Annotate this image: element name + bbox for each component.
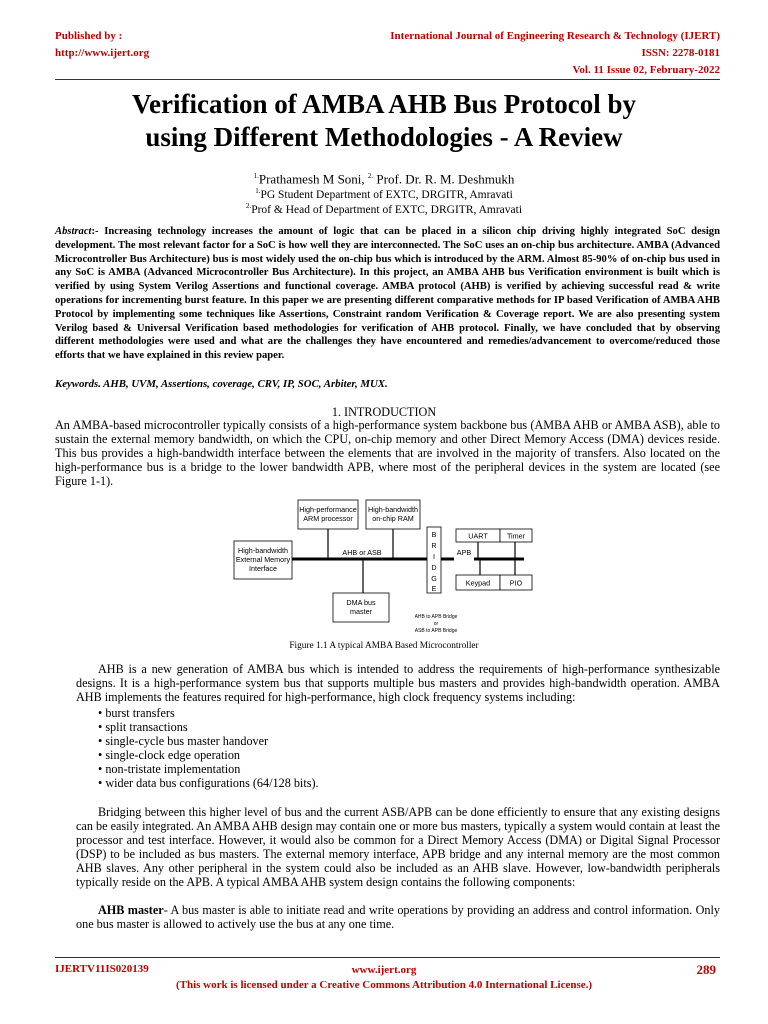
- ram-label-1: High-bandwidth: [368, 505, 418, 514]
- bridge-letter-e: E: [431, 584, 437, 593]
- header-left: [55, 28, 149, 62]
- footer-center: [0, 963, 768, 993]
- author1-marker: 1.: [253, 172, 259, 180]
- ram-label-2: on-chip RAM: [372, 514, 414, 523]
- page-number: 289: [696, 962, 716, 977]
- bridge-note-2: or: [433, 621, 439, 627]
- author-1: Prathamesh M Soni,: [258, 171, 365, 187]
- list-item: • non-tristate implementation: [98, 761, 241, 776]
- list-item: • wider data bus configurations (64/128 bits).: [98, 775, 319, 790]
- license-notice: (This work is licensed under a Creative Commons Attribution 4.0 International License.): [175, 979, 593, 991]
- figure-amba-diagram: [232, 497, 538, 639]
- abstract-separator: :-: [91, 226, 99, 237]
- paragraph-bridging: [76, 806, 720, 889]
- keypad-label: Keypad: [465, 578, 491, 588]
- apb-label: APB: [456, 548, 472, 557]
- title-line-1: Verification of AMBA AHB Bus Protocol by: [131, 89, 636, 119]
- pio-label: PIO: [509, 578, 523, 588]
- volume-issue: Vol. 11 Issue 02, February-2022: [572, 64, 720, 76]
- list-item: • single-cycle bus master handover: [98, 733, 269, 748]
- paragraph-ahb-overview-text: AHB is a new generation of AMBA bus which is intended to address the requirements of high-performance synthesizable designs. It is a high-performance system bus that supports multiple bus masters and provides high-bandwidth operation. AMBA AHB implements the features required for high-performance, high clock frequency systems including:: [76, 662, 720, 704]
- abstract-label: Abstract: [55, 226, 92, 237]
- feature-list: [98, 707, 319, 790]
- author-2: Prof. Dr. R. M. Deshmukh: [376, 171, 515, 187]
- paper-id: IJERTV11IS020139: [55, 963, 149, 975]
- paragraph-ahb-overview: [76, 663, 720, 705]
- footer-website-link[interactable]: www.ijert.org: [351, 964, 417, 976]
- cpu-label-2: ARM processor: [303, 514, 353, 523]
- affiliation-1-marker: 1.: [255, 187, 261, 195]
- intro-paragraph: An AMBA-based microcontroller typically consists of a high-performance system backbone bus (AMBA AHB or AMBA ASB), able to sustain the external memory bandwidth, on which the CPU, on-chip memory and other Direct Memory Access (DMA) devices reside. This bus provides a high-bandwidth interface between the elements that are involved in the majority of transfers. Also located on the high-performance bus is a bridge to the lower bandwidth APB, where most of the peripheral devices in the system are located (see Figure 1-1).: [55, 418, 720, 488]
- keywords: Keywords. AHB, UVM, Assertions, coverage, CRV, IP, SOC, Arbiter, MUX.: [55, 378, 388, 390]
- bridge-letter-i: I: [433, 552, 435, 561]
- list-item: • burst transfers: [98, 706, 175, 720]
- bus-label: AHB or ASB: [342, 548, 382, 557]
- uart-label: UART: [468, 531, 488, 541]
- list-item: • split transactions: [98, 719, 188, 734]
- journal-name: International Journal of Engineering Research & Technology (IJERT): [390, 30, 720, 42]
- abstract: [55, 225, 720, 363]
- issn: ISSN: 2278-0181: [641, 47, 720, 59]
- figure-caption: Figure 1.1 A typical AMBA Based Microcontroller: [289, 641, 479, 651]
- bridge-letter-r: R: [431, 541, 437, 550]
- title-line-2: using Different Methodologies - A Review: [145, 122, 623, 152]
- bridge-letter-g: G: [431, 574, 437, 583]
- affiliation-1-text: PG Student Department of EXTC, DRGITR, Amravati: [260, 188, 513, 201]
- ahb-master-text: - A bus master is able to initiate read and write operations by providing an address and control information. Only one bus master is allowed to actively use the bus at any one time.: [76, 903, 720, 931]
- ext-label-2: External Memory: [235, 555, 291, 564]
- abstract-text: Increasing technology increases the amount of logic that can be placed in a silicon chip driving highly integrated SoC design development. The most relevant factor for a SoC is how well they are interconnected. The SoC uses an on-chip bus architecture. AMBA (Advanced Microcontroller Bus Architecture) bus is most widely used the on-chip bus which is introduced by the ARM. Almost 85-90% of on-chip bus used in any SoC is AMBA (Advanced Microcontroller Bus Architecture). In this project, an AMBA AHB bus Verification environment is built which is verified by using System Verilog Assertions and functional coverage. AMBA protocol (AHB) is verified by achieving successful read & write operations for incrementing burst feature. In this paper we are presenting different comparative methods for IP based Verification of AMBA AHB Protocol by implementing some techniques like Assertions, Constraint random Verification & Coverage report. We are also presenting system Verilog based & Universal Verification based methodologies for verification of AHB protocol. Finally, we have concluded that by observing different methodologies were used and what are the challenges they have encountered and remedies/advancement to overcome/reduced those efforts that we have explained in this review paper.: [55, 226, 720, 362]
- dma-label-1: DMA bus: [346, 598, 376, 607]
- published-by: Published by :: [55, 30, 123, 42]
- header-divider: [55, 79, 720, 80]
- affiliation-2-marker: 2.: [245, 202, 252, 210]
- journal-website-link[interactable]: http://www.ijert.org: [55, 47, 150, 59]
- bridge-letter-b: B: [431, 530, 437, 539]
- dma-label-2: master: [350, 607, 372, 616]
- bridge-letter-d: D: [431, 563, 437, 572]
- header-right: [390, 28, 720, 79]
- bridge-note-1: AHB to APB Bridge: [414, 614, 458, 620]
- cpu-label-1: High-performance: [299, 505, 357, 514]
- section-heading-introduction: 1. INTRODUCTION: [331, 405, 437, 419]
- timer-label: Timer: [506, 531, 526, 541]
- paragraph-bridging-text: Bridging between this higher level of bus and the current ASB/APB can be done efficiently to ensure that any existing designs can be easily integrated. An AMBA AHB design may contain one or more bus masters, typically a system would contain at least the processor and test interface. However, it would also be common for a Direct Memory Access (DMA) or Digital Signal Processor (DSP) to be included as bus masters. The external memory interface, APB bridge and any internal memory are the most common AHB slaves. Any other peripheral in the system could also be included as an AHB slave. However, low-bandwidth peripherals typically reside on the APB. A typical AMBA AHB system design contains the following components:: [76, 805, 720, 889]
- affiliation-2-text: Prof & Head of Department of EXTC, DRGITR, Amravati: [251, 203, 523, 216]
- affiliation-2: [0, 199, 768, 218]
- list-item: • single-clock edge operation: [98, 747, 241, 762]
- ahb-master-label: AHB master: [98, 903, 164, 917]
- bridge-note-3: ASB to APB Bridge: [414, 628, 458, 634]
- paragraph-ahb-master: [76, 904, 720, 932]
- footer-divider: [55, 957, 720, 958]
- ext-label-3: Interface: [249, 564, 277, 573]
- paper-title: [40, 88, 728, 154]
- author2-marker: 2.: [367, 172, 374, 180]
- ext-label-1: High-bandwidth: [238, 546, 288, 555]
